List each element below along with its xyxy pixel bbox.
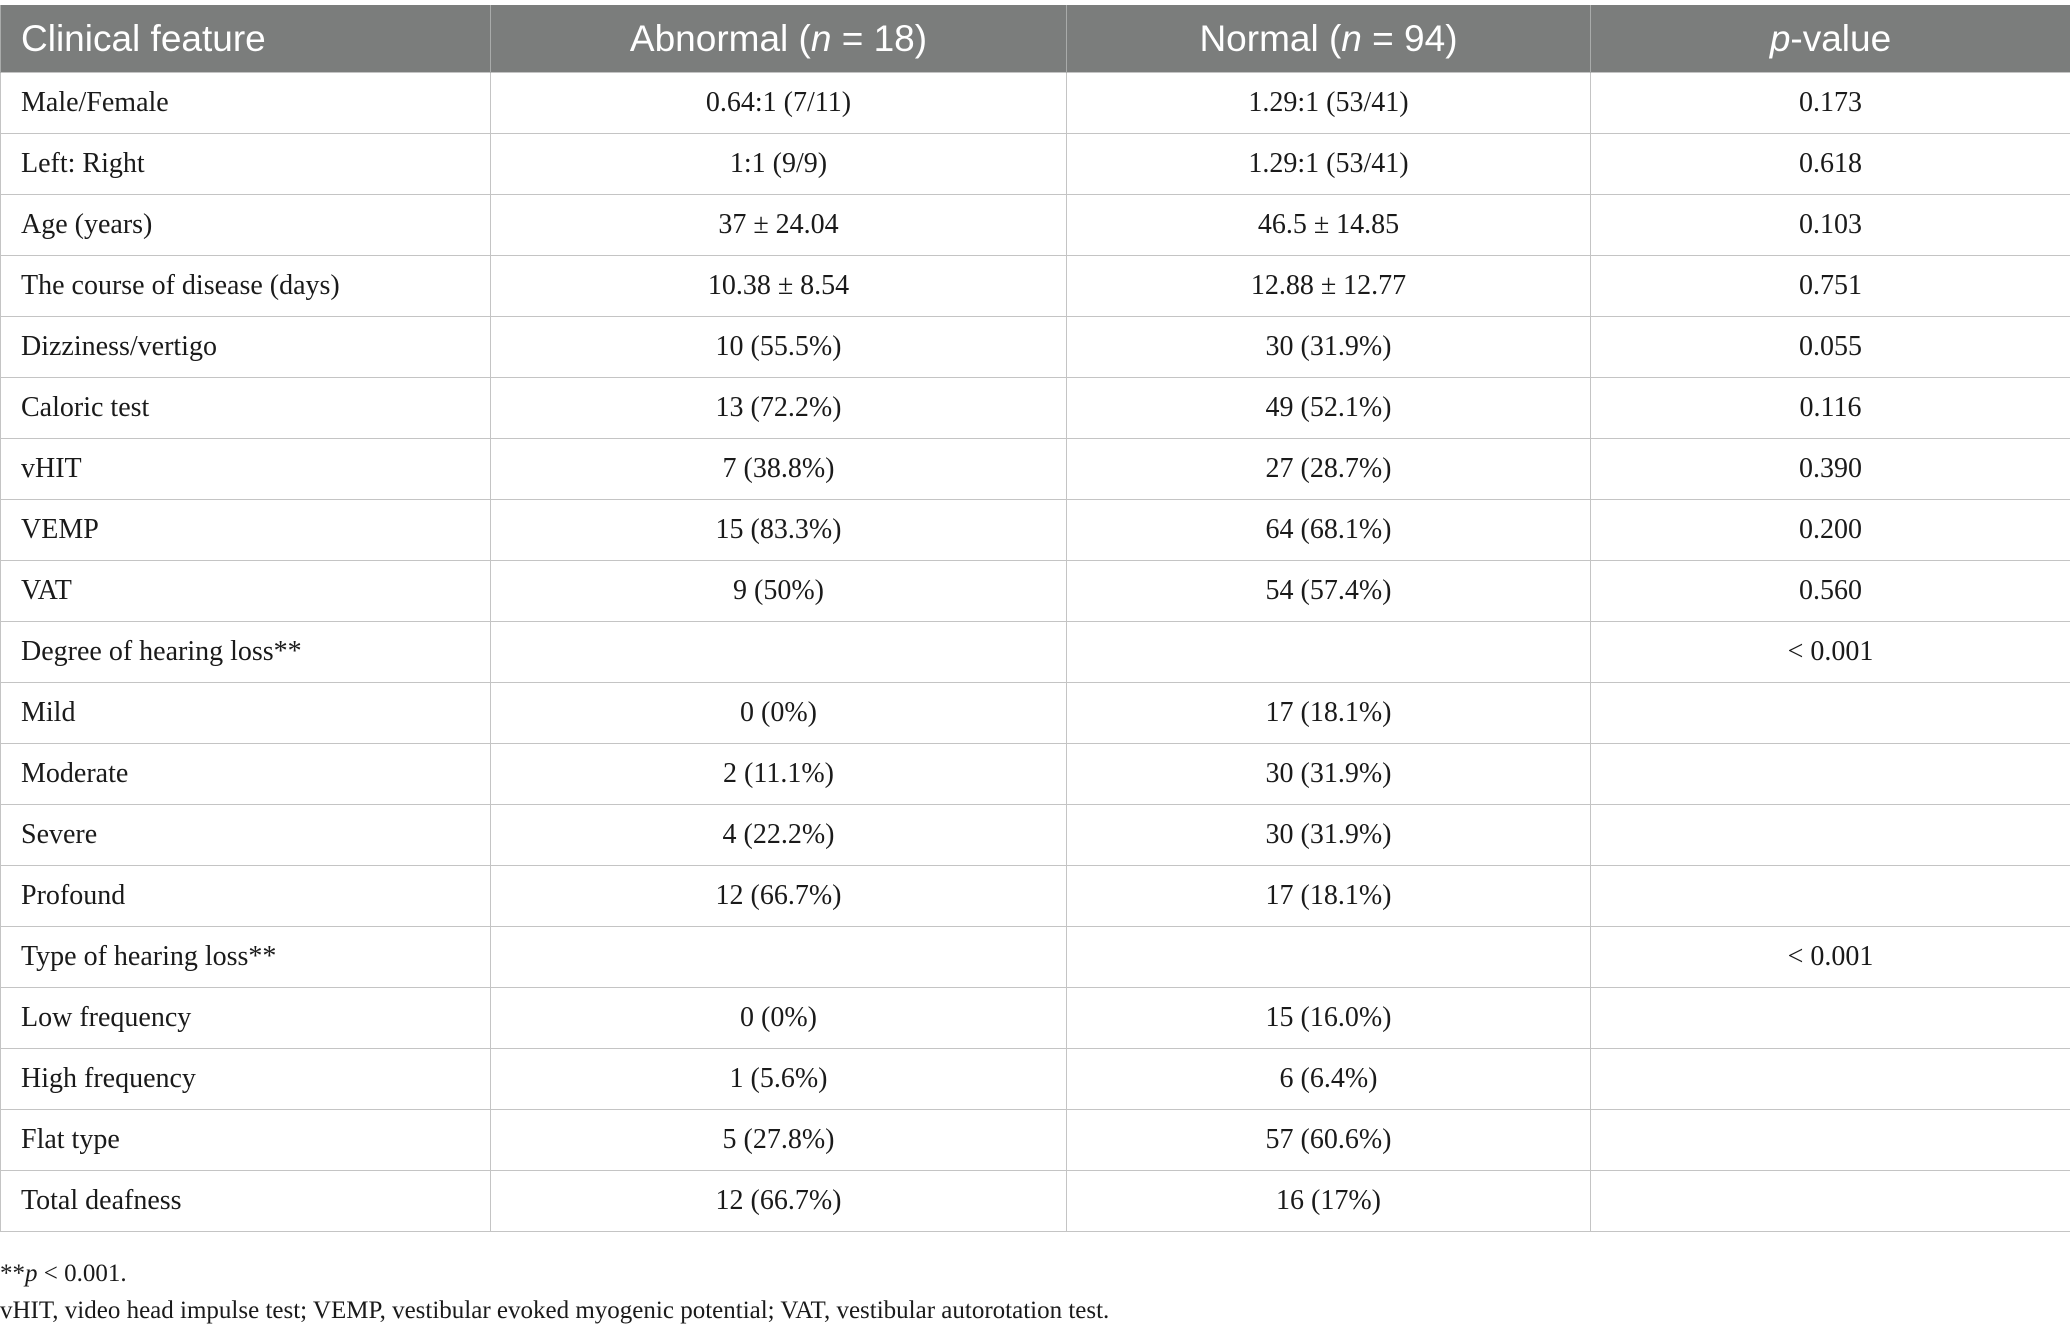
cell-abnormal: 1 (5.6%) xyxy=(491,1049,1067,1110)
cell-feature: Total deafness xyxy=(1,1171,491,1232)
table-footnotes xyxy=(0,1255,1109,1329)
table-row xyxy=(1,927,2070,988)
cell-abnormal: 7 (38.8%) xyxy=(491,439,1067,500)
cell-p-value: 0.560 xyxy=(1591,561,2070,622)
header-row xyxy=(1,5,2070,73)
footnote-sig-prefix: ** xyxy=(0,1260,25,1287)
table-row xyxy=(1,805,2070,866)
cell-p-value: 0.390 xyxy=(1591,439,2070,500)
cell-abnormal xyxy=(491,622,1067,683)
table-row xyxy=(1,622,2070,683)
cell-abnormal: 10 (55.5%) xyxy=(491,317,1067,378)
header-p-value xyxy=(1591,5,2070,73)
cell-normal: 49 (52.1%) xyxy=(1067,378,1591,439)
cell-p-value xyxy=(1591,744,2070,805)
cell-feature: Type of hearing loss** xyxy=(1,927,491,988)
cell-normal xyxy=(1067,622,1591,683)
cell-normal: 30 (31.9%) xyxy=(1067,805,1591,866)
cell-normal: 57 (60.6%) xyxy=(1067,1110,1591,1171)
cell-feature: High frequency xyxy=(1,1049,491,1110)
table-body xyxy=(1,73,2070,1232)
cell-normal: 46.5 ± 14.85 xyxy=(1067,195,1591,256)
header-normal xyxy=(1067,5,1591,73)
cell-feature: Dizziness/vertigo xyxy=(1,317,491,378)
cell-normal: 30 (31.9%) xyxy=(1067,317,1591,378)
cell-normal: 54 (57.4%) xyxy=(1067,561,1591,622)
cell-feature: vHIT xyxy=(1,439,491,500)
header-p-var: p xyxy=(1769,17,1791,59)
cell-feature: VEMP xyxy=(1,500,491,561)
table-row xyxy=(1,73,2070,134)
cell-p-value: 0.055 xyxy=(1591,317,2070,378)
cell-normal: 6 (6.4%) xyxy=(1067,1049,1591,1110)
cell-feature: Severe xyxy=(1,805,491,866)
cell-p-value xyxy=(1591,1049,2070,1110)
footnote-sig-rest: < 0.001. xyxy=(37,1260,127,1287)
cell-feature: Caloric test xyxy=(1,378,491,439)
table-row xyxy=(1,1110,2070,1171)
cell-normal: 1.29:1 (53/41) xyxy=(1067,134,1591,195)
cell-feature: Mild xyxy=(1,683,491,744)
table-row xyxy=(1,866,2070,927)
cell-normal xyxy=(1067,927,1591,988)
cell-feature: Left: Right xyxy=(1,134,491,195)
cell-p-value: 0.173 xyxy=(1591,73,2070,134)
table-row xyxy=(1,988,2070,1049)
cell-feature: Profound xyxy=(1,866,491,927)
table-header xyxy=(1,5,2070,73)
cell-abnormal: 1:1 (9/9) xyxy=(491,134,1067,195)
header-p-suffix: -value xyxy=(1790,17,1892,59)
footnote-abbreviations: vHIT, video head impulse test; VEMP, vestibular evoked myogenic potential; VAT, vestibular autorotation test. xyxy=(0,1297,1110,1324)
header-abnormal-n-val: = 18) xyxy=(831,17,928,59)
header-clinical-feature: Clinical feature xyxy=(1,5,491,73)
cell-abnormal: 13 (72.2%) xyxy=(491,378,1067,439)
cell-feature: Moderate xyxy=(1,744,491,805)
cell-p-value xyxy=(1591,683,2070,744)
cell-abnormal: 4 (22.2%) xyxy=(491,805,1067,866)
table-row xyxy=(1,378,2070,439)
cell-abnormal xyxy=(491,927,1067,988)
cell-abnormal: 15 (83.3%) xyxy=(491,500,1067,561)
header-normal-label: Normal ( xyxy=(1199,17,1342,59)
cell-feature: Age (years) xyxy=(1,195,491,256)
cell-abnormal: 5 (27.8%) xyxy=(491,1110,1067,1171)
footnote-significance xyxy=(0,1255,1109,1292)
cell-p-value xyxy=(1591,988,2070,1049)
cell-normal: 64 (68.1%) xyxy=(1067,500,1591,561)
header-abnormal-n-var: n xyxy=(810,17,832,59)
cell-p-value xyxy=(1591,1171,2070,1232)
cell-normal: 1.29:1 (53/41) xyxy=(1067,73,1591,134)
cell-p-value: < 0.001 xyxy=(1591,927,2070,988)
table-row xyxy=(1,500,2070,561)
table-row xyxy=(1,134,2070,195)
footnote-sig-var: p xyxy=(25,1260,38,1287)
cell-normal: 15 (16.0%) xyxy=(1067,988,1591,1049)
table-row xyxy=(1,561,2070,622)
cell-normal: 16 (17%) xyxy=(1067,1171,1591,1232)
cell-feature: VAT xyxy=(1,561,491,622)
cell-abnormal: 0 (0%) xyxy=(491,988,1067,1049)
cell-feature: Flat type xyxy=(1,1110,491,1171)
cell-abnormal: 0.64:1 (7/11) xyxy=(491,73,1067,134)
table-row xyxy=(1,256,2070,317)
cell-normal: 30 (31.9%) xyxy=(1067,744,1591,805)
cell-p-value: 0.103 xyxy=(1591,195,2070,256)
cell-abnormal: 0 (0%) xyxy=(491,683,1067,744)
cell-normal: 17 (18.1%) xyxy=(1067,866,1591,927)
cell-p-value: 0.200 xyxy=(1591,500,2070,561)
cell-abnormal: 12 (66.7%) xyxy=(491,1171,1067,1232)
cell-abnormal: 2 (11.1%) xyxy=(491,744,1067,805)
table-row xyxy=(1,744,2070,805)
cell-p-value xyxy=(1591,805,2070,866)
cell-abnormal: 37 ± 24.04 xyxy=(491,195,1067,256)
header-normal-n-val: = 94) xyxy=(1361,17,1458,59)
table-row xyxy=(1,683,2070,744)
cell-feature: The course of disease (days) xyxy=(1,256,491,317)
cell-abnormal: 9 (50%) xyxy=(491,561,1067,622)
cell-normal: 27 (28.7%) xyxy=(1067,439,1591,500)
cell-p-value: 0.751 xyxy=(1591,256,2070,317)
cell-feature: Degree of hearing loss** xyxy=(1,622,491,683)
cell-p-value: 0.618 xyxy=(1591,134,2070,195)
cell-feature: Male/Female xyxy=(1,73,491,134)
table-row xyxy=(1,195,2070,256)
cell-p-value xyxy=(1591,866,2070,927)
cell-p-value: < 0.001 xyxy=(1591,622,2070,683)
table-row xyxy=(1,1049,2070,1110)
cell-p-value xyxy=(1591,1110,2070,1171)
table-row xyxy=(1,439,2070,500)
table-row xyxy=(1,317,2070,378)
cell-normal: 17 (18.1%) xyxy=(1067,683,1591,744)
cell-abnormal: 12 (66.7%) xyxy=(491,866,1067,927)
cell-normal: 12.88 ± 12.77 xyxy=(1067,256,1591,317)
table-row xyxy=(1,1171,2070,1232)
header-normal-n-var: n xyxy=(1341,17,1362,59)
cell-p-value: 0.116 xyxy=(1591,378,2070,439)
clinical-features-table xyxy=(0,5,2070,1232)
cell-abnormal: 10.38 ± 8.54 xyxy=(491,256,1067,317)
cell-feature: Low frequency xyxy=(1,988,491,1049)
header-abnormal-label: Abnormal ( xyxy=(629,17,811,59)
header-abnormal xyxy=(491,5,1067,73)
